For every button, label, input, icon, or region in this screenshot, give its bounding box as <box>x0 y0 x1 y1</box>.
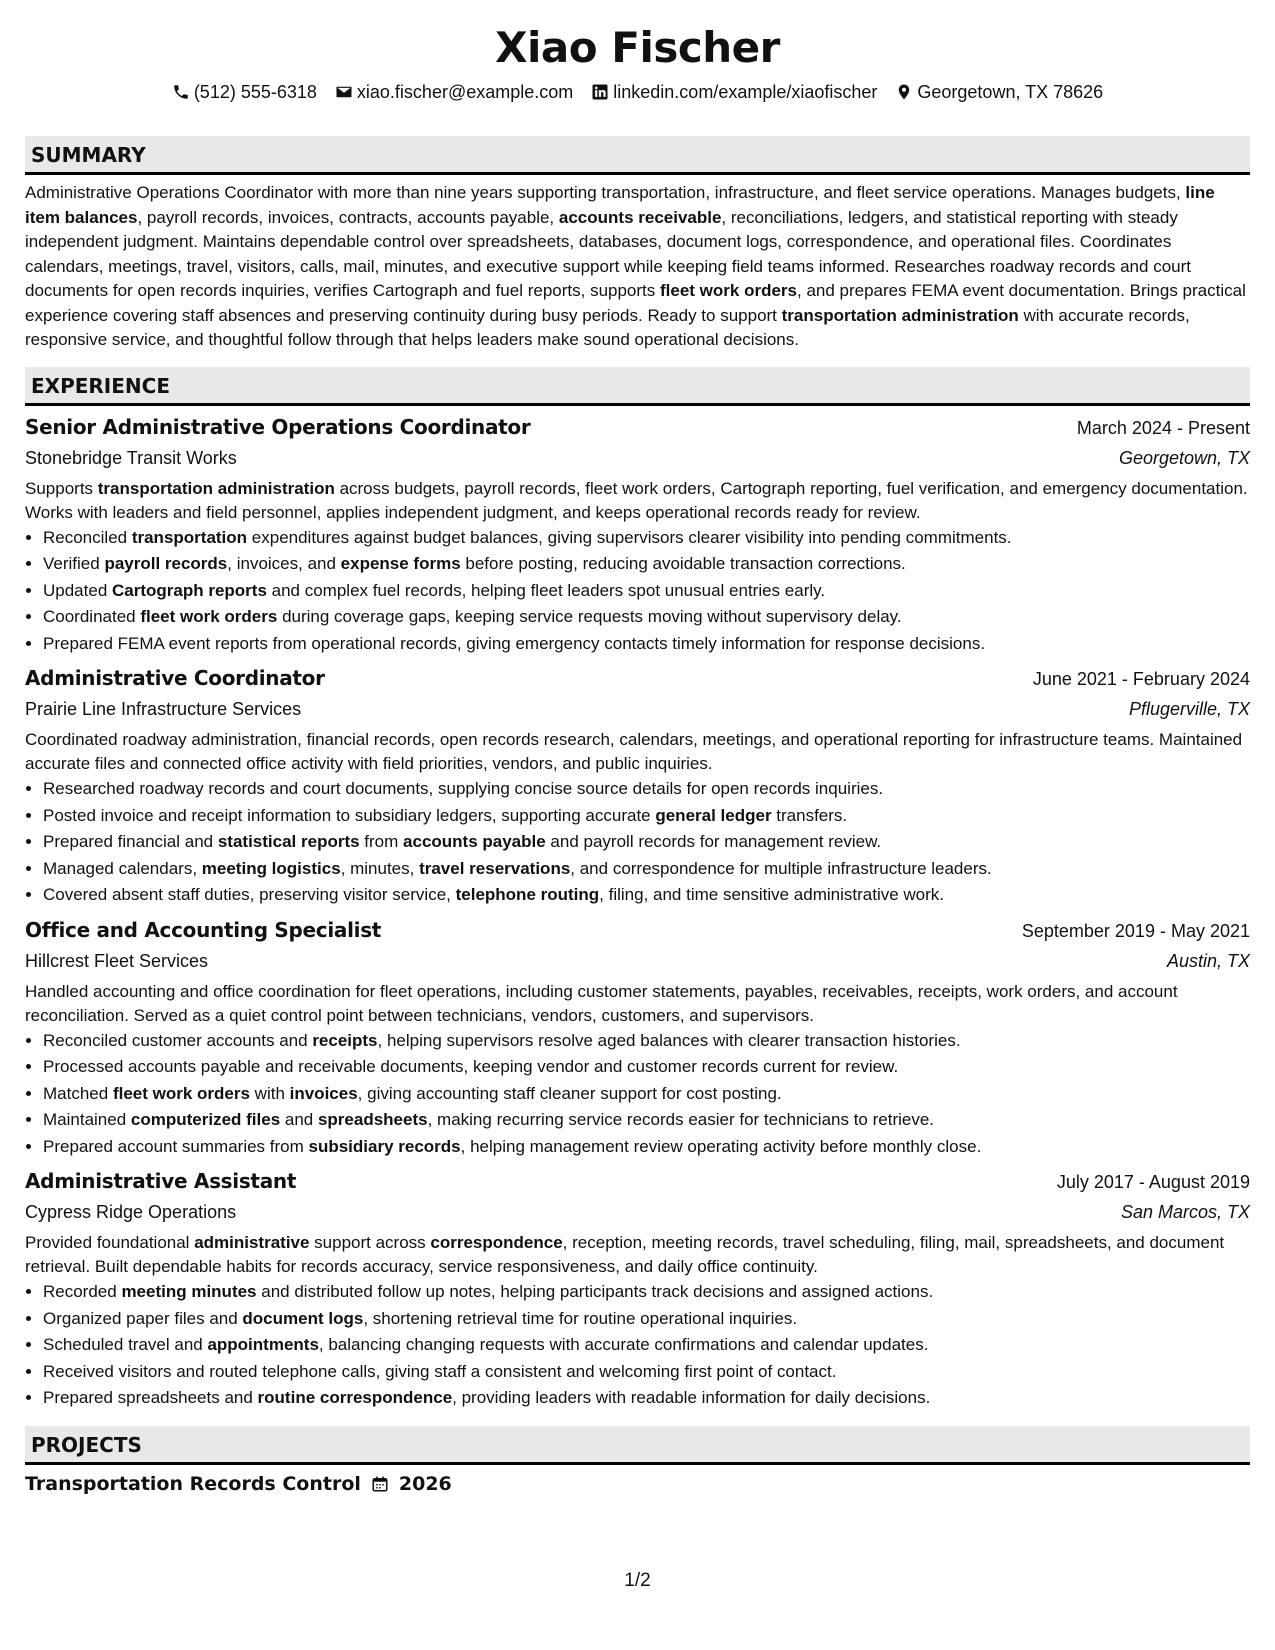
job-description-text: Coordinated roadway administration, financial records, open records research, calendars, meetings, and operational reporting for infrastructure teams. Maintained accurate files and connected office activity with field priorities, vendors, and public inquiries. <box>25 730 1243 773</box>
bullet-text: , making recurring service records easier for technicians to retrieve. <box>427 1110 935 1129</box>
page-number: 1/2 <box>624 1570 651 1591</box>
bullet-text: Reconciled <box>43 527 132 547</box>
phone-text: (512) 555-6318 <box>193 81 317 102</box>
bullet-keyword: statistical reports <box>217 832 360 851</box>
bullet-keyword: general ledger <box>655 805 772 825</box>
resume-page <box>25 0 1250 1499</box>
phone-icon <box>172 83 190 101</box>
contact-email[interactable] <box>335 82 573 103</box>
bullet-keyword: computerized files <box>130 1110 281 1129</box>
job-bullet <box>43 551 1250 578</box>
bullet-keyword: travel reservations <box>419 858 571 878</box>
job-description-keyword: transportation administration <box>97 478 335 498</box>
bullet-text: transfers. <box>771 805 848 825</box>
bullet-text: , giving accounting staff cleaner support for cost posting. <box>357 1083 782 1103</box>
job-entry <box>25 1166 1250 1412</box>
bullet-keyword: spreadsheets <box>317 1110 428 1129</box>
bullet-text: before posting, reducing avoidable transaction corrections. <box>460 554 906 573</box>
job-bullet <box>43 525 1250 552</box>
job-description-keyword: correspondence <box>430 1233 563 1252</box>
calendar-icon <box>371 1475 389 1493</box>
contact-phone[interactable] <box>172 82 317 103</box>
bullet-text: , helping supervisors resolve aged balances with clearer transaction histories. <box>377 1030 961 1050</box>
job-bullet <box>43 578 1250 605</box>
bullet-text: and payroll records for management review. <box>545 832 882 851</box>
bullet-text: Managed calendars, <box>43 858 202 878</box>
job-dates: September 2019 - May 2021 <box>1021 920 1250 941</box>
job-location: Pflugerville, TX <box>1128 699 1250 719</box>
job-bullet <box>43 803 1250 830</box>
job-company: Cypress Ridge Operations <box>25 1202 237 1222</box>
job-description <box>25 1231 1250 1279</box>
summary-text-part: , payroll records, invoices, contracts, accounts payable, <box>137 207 559 227</box>
job-bullet <box>43 1332 1250 1359</box>
summary-keyword: transportation administration <box>781 305 1019 325</box>
bullet-keyword: invoices <box>289 1083 358 1103</box>
bullet-text: Processed accounts payable and receivable documents, keeping vendor and customer records current for review. <box>43 1057 899 1076</box>
job-bullet-list <box>25 1279 1250 1412</box>
job-company-row <box>25 1197 1250 1227</box>
job-company: Hillcrest Fleet Services <box>25 950 209 971</box>
project-year: 2026 <box>398 1472 452 1495</box>
bullet-text: Organized paper files and <box>43 1308 243 1328</box>
contact-linkedin[interactable] <box>591 82 877 103</box>
job-company-row <box>25 443 1250 473</box>
job-bullet <box>43 856 1250 883</box>
job-description-text: support across <box>309 1233 431 1252</box>
bullet-text: and complex fuel records, helping fleet leaders spot unusual entries early. <box>266 580 826 600</box>
job-company: Stonebridge Transit Works <box>25 447 237 468</box>
job-bullet <box>43 1306 1250 1333</box>
section-header-summary: SUMMARY <box>25 136 1250 175</box>
job-description-text: Handled accounting and office coordination for fleet operations, including customer statements, payables, receivables, receipts, work orders, and account reconciliation. Served as a quiet control point between technicians, vendors, customers, and supervisors. <box>25 981 1178 1025</box>
bullet-keyword: appointments <box>207 1335 319 1354</box>
job-description-text: Supports <box>25 478 98 498</box>
job-bullet-list <box>25 776 1250 909</box>
bullet-text: , filing, and time sensitive administrative work. <box>599 885 945 904</box>
job-company-row <box>25 946 1250 976</box>
job-title: Administrative Coordinator <box>25 666 325 690</box>
linkedin-icon <box>591 83 609 101</box>
bullet-keyword: payroll records <box>104 554 228 573</box>
bullet-keyword: routine correspondence <box>257 1388 453 1407</box>
job-title: Administrative Assistant <box>25 1169 297 1193</box>
bullet-text: Prepared financial and <box>43 832 218 851</box>
job-bullet <box>43 882 1250 909</box>
job-bullet <box>43 1081 1250 1108</box>
bullet-text: Researched roadway records and court documents, supplying concise source details for open records inquiries. <box>43 779 884 798</box>
job-bullet <box>43 829 1250 856</box>
job-bullet <box>43 604 1250 631</box>
job-title: Office and Accounting Specialist <box>25 917 382 942</box>
bullet-text: Scheduled travel and <box>43 1335 208 1354</box>
project-title: Transportation Records Control <box>25 1472 361 1495</box>
summary-keyword: line item balances <box>25 183 1215 227</box>
job-bullet <box>43 1134 1250 1161</box>
bullet-text: , balancing changing requests with accurate confirmations and calendar updates. <box>318 1335 929 1354</box>
bullet-text: , providing leaders with readable information for daily decisions. <box>452 1388 931 1407</box>
job-bullet <box>43 631 1250 658</box>
experience-list <box>25 412 1250 1412</box>
job-dates: June 2021 - February 2024 <box>1032 669 1250 689</box>
email-text: xiao.fischer@example.com <box>356 81 574 102</box>
job-header-row <box>25 915 1250 946</box>
linkedin-text: linkedin.com/example/xiaofischer <box>613 81 878 102</box>
bullet-keyword: meeting logistics <box>201 858 341 878</box>
job-header-row <box>25 663 1250 694</box>
job-bullet <box>43 776 1250 803</box>
job-dates: March 2024 - Present <box>1076 417 1250 438</box>
bullet-text: with <box>249 1083 290 1103</box>
bullet-text: Updated <box>43 580 112 600</box>
envelope-icon <box>335 83 353 101</box>
job-description <box>25 477 1250 525</box>
bullet-text: Prepared spreadsheets and <box>43 1388 258 1407</box>
summary-text-part: Administrative Operations Coordinator with more than nine years supporting transportation, infrastructure, and fleet service operations. Manages budgets, <box>25 183 1186 202</box>
job-header-row <box>25 1166 1250 1197</box>
summary-keyword: fleet work orders <box>660 281 797 300</box>
job-entry <box>25 663 1250 909</box>
bullet-text: Verified <box>43 554 105 573</box>
bullet-text: , helping management review operating activity before monthly close. <box>460 1136 982 1156</box>
contact-location <box>895 82 1103 103</box>
summary-keyword: accounts receivable <box>558 207 722 227</box>
bullet-text: during coverage gaps, keeping service requests moving without supervisory delay. <box>277 607 902 626</box>
contact-bar <box>25 80 1250 104</box>
job-entry <box>25 412 1250 658</box>
summary-text-part: , and prepares FEMA event documentation. Brings practical experience covering staff absences and preserving continuity during busy periods. Ready to support <box>25 281 1246 325</box>
job-bullet <box>43 1028 1250 1055</box>
bullet-keyword: fleet work orders <box>112 1083 250 1103</box>
bullet-keyword: fleet work orders <box>140 607 278 626</box>
bullet-text: Coordinated <box>43 607 141 626</box>
bullet-text: Posted invoice and receipt information to subsidiary ledgers, supporting accurate <box>43 805 656 825</box>
job-bullet <box>43 1107 1250 1134</box>
job-location: Austin, TX <box>1166 950 1250 971</box>
bullet-text: Covered absent staff duties, preserving visitor service, <box>43 885 456 904</box>
section-header-experience: EXPERIENCE <box>25 367 1250 406</box>
bullet-text: , invoices, and <box>227 554 341 573</box>
section-header-projects: PROJECTS <box>25 1426 1250 1465</box>
job-header-row <box>25 412 1250 443</box>
bullet-text: expenditures against budget balances, giving supervisors clearer visibility into pending commitments. <box>247 527 1012 547</box>
bullet-text: Received visitors and routed telephone calls, giving staff a consistent and welcoming first point of contact. <box>43 1361 837 1381</box>
job-bullet <box>43 1385 1250 1412</box>
bullet-text: Reconciled customer accounts and <box>43 1030 313 1050</box>
job-company: Prairie Line Infrastructure Services <box>25 699 302 719</box>
job-description <box>25 980 1250 1028</box>
project-item <box>25 1469 1250 1499</box>
job-description-text: , reception, meeting records, travel scheduling, filing, mail, spreadsheets, and document retrieval. Built dependable habits for records accuracy, service responsiveness, and daily office continuity. <box>25 1233 1225 1276</box>
job-description-text: across budgets, payroll records, fleet work orders, Cartograph reporting, fuel verification, and emergency documentation. Works with leaders and field personnel, applies independent judgment, and keeps operational records ready for review. <box>25 478 1248 522</box>
bullet-text: Prepared FEMA event reports from operational records, giving emergency contacts timely information for response decisions. <box>43 633 986 653</box>
job-dates: July 2017 - August 2019 <box>1056 1172 1250 1192</box>
job-location: Georgetown, TX <box>1118 447 1250 468</box>
bullet-text: from <box>359 832 404 851</box>
job-company-row <box>25 694 1250 724</box>
job-bullet-list <box>25 525 1250 658</box>
job-entry <box>25 915 1250 1161</box>
job-bullet-list <box>25 1028 1250 1161</box>
summary-paragraph <box>25 181 1250 353</box>
summary-text-part: , reconciliations, ledgers, and statistical reporting with steady independent judgment. Maintains dependable control over spreadsheets, databases, document logs, correspondence, and operational files. Coordinates calendars, meetings, travel, visitors, calls, mail, minutes, and executive support while keeping field teams informed. Researches roadway records and court documents for open records inquiries, verifies Cartograph and fuel reports, supports <box>25 207 1191 300</box>
bullet-keyword: expense forms <box>340 554 461 573</box>
bullet-text: , and correspondence for multiple infrastructure leaders. <box>570 858 992 878</box>
job-bullet <box>43 1054 1250 1081</box>
map-pin-icon <box>895 83 913 101</box>
bullet-keyword: receipts <box>312 1030 378 1050</box>
bullet-keyword: subsidiary records <box>308 1136 461 1156</box>
bullet-keyword: accounts payable <box>403 832 546 851</box>
bullet-keyword: document logs <box>242 1308 364 1328</box>
bullet-keyword: transportation <box>131 527 248 547</box>
bullet-text: Prepared account summaries from <box>43 1136 309 1156</box>
location-text: Georgetown, TX 78626 <box>917 81 1104 102</box>
bullet-text: and <box>280 1110 318 1129</box>
bullet-text: and distributed follow up notes, helping participants track decisions and assigned actions. <box>256 1282 934 1301</box>
job-description-text: Provided foundational <box>25 1233 195 1252</box>
job-location: San Marcos, TX <box>1120 1202 1250 1222</box>
bullet-text: , shortening retrieval time for routine operational inquiries. <box>363 1308 798 1328</box>
bullet-keyword: telephone routing <box>455 885 600 904</box>
bullet-keyword: meeting minutes <box>121 1282 257 1301</box>
job-title: Senior Administrative Operations Coordinator <box>25 414 531 439</box>
candidate-name: Xiao Fischer <box>495 23 780 72</box>
bullet-keyword: Cartograph reports <box>112 580 267 600</box>
job-description <box>25 728 1250 776</box>
bullet-text: Recorded <box>43 1282 122 1301</box>
job-bullet <box>43 1279 1250 1306</box>
bullet-text: Maintained <box>43 1110 131 1129</box>
bullet-text: , minutes, <box>340 858 420 878</box>
bullet-text: Matched <box>43 1083 113 1103</box>
job-bullet <box>43 1359 1250 1386</box>
summary-text-part: with accurate records, responsive service, and thoughtful follow through that helps leaders make sound operational decisions. <box>25 305 1190 349</box>
job-description-keyword: administrative <box>194 1233 310 1252</box>
